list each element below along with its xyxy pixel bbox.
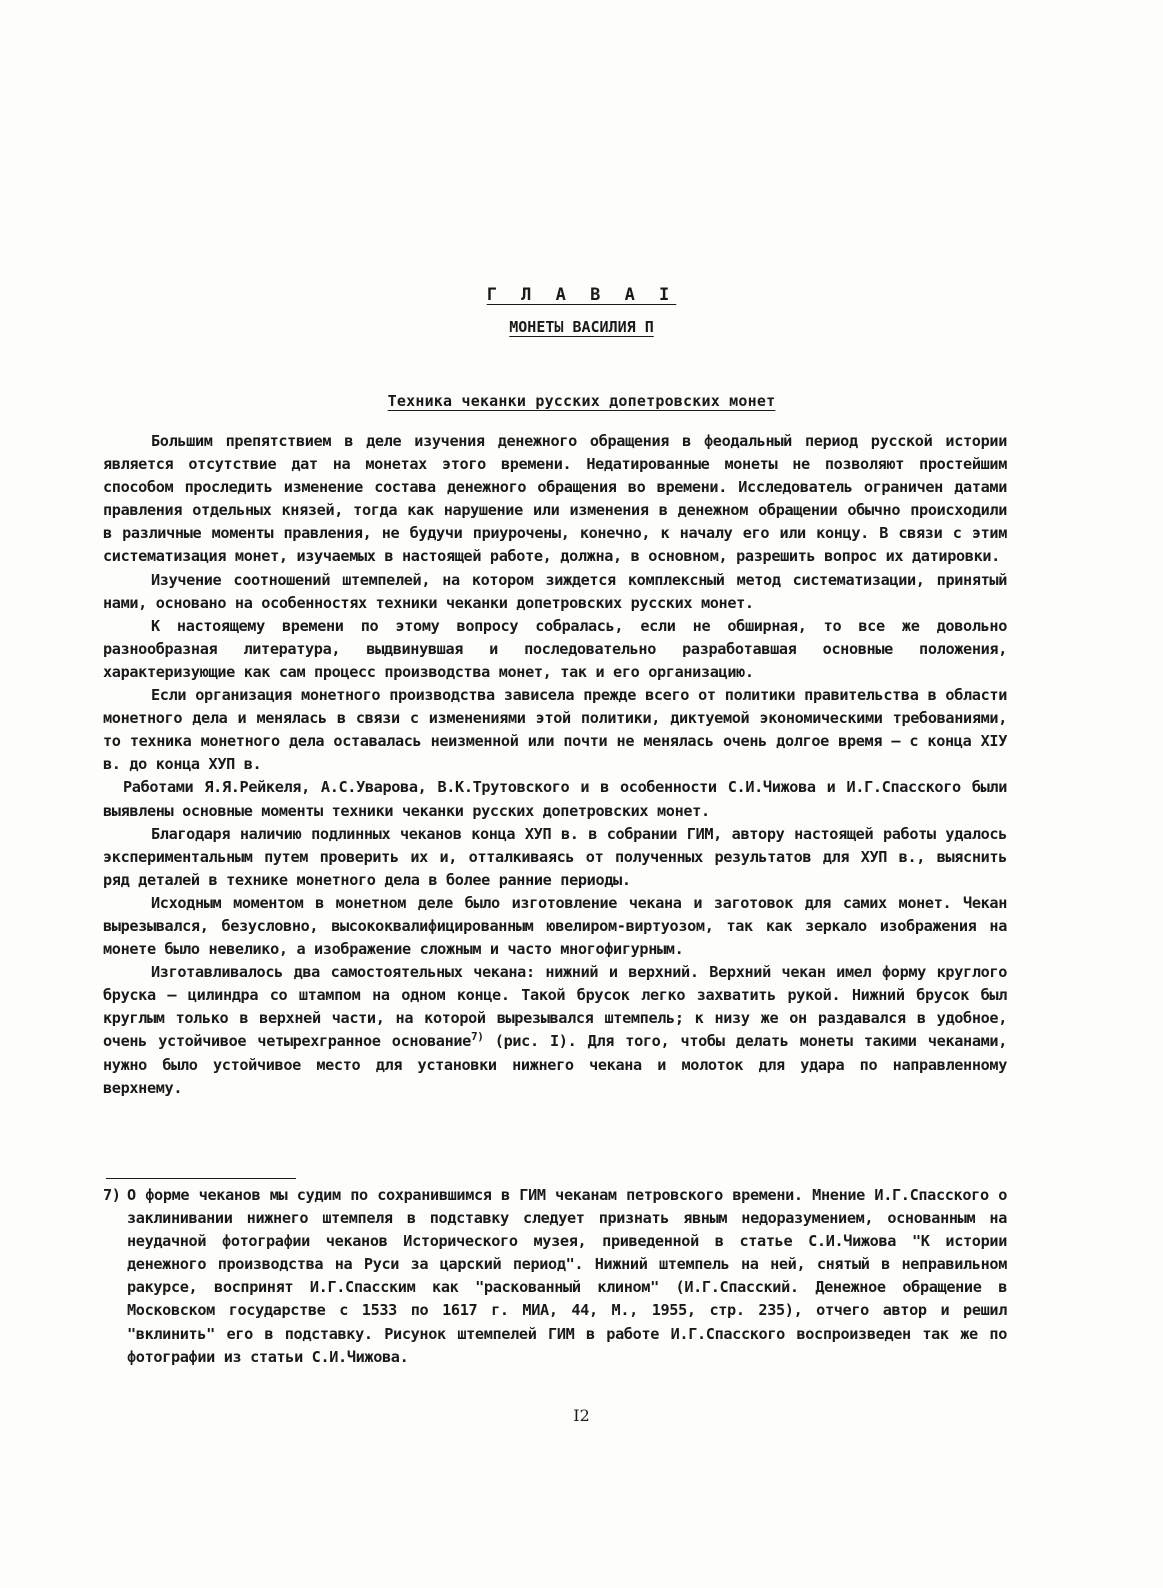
footnote-divider: [106, 1178, 296, 1179]
paragraph: К настоящему времени по этому вопросу собралась, если не обширная, то все же довольно разнообразная литература, выдвинувшая и последовательно разработавшая основные положения, характеризующие как сам процесс производства монет, так и его организацию.: [103, 616, 1007, 681]
paragraph-text: (рис. I). Для того, чтобы делать монеты такими чеканами, нужно было устойчивое место для установки нижнего чекана и молоток для удара по направленному верхнему.: [103, 1032, 1007, 1097]
paragraph: Изучение соотношений штемпелей, на котором зиждется комплексный метод систематизации, принятый нами, основано на особенностях техники чеканки допетровских русских монет.: [103, 570, 1007, 612]
paragraph: Большим препятствием в деле изучения денежного обращения в феодальный период русской истории является отсутствие дат на монетах этого времени. Недатированные монеты не позволяют простейшим способом проследить изменение состава денежного обращения во времени. Исследователь ограничен датами правления отдельных князей, тогда как нарушение или изменения в денежном обращении обычно происходили в различные моменты правления, не будучи приурочены, конечно, к началу его или концу. В связи с этим систематизация монет, изучаемых в настоящей работе, должна, в основном, разрешить вопрос их датировки.: [103, 432, 1007, 566]
paragraph-text: Изготавливалось два самостоятельных чекана: нижний и верхний. Верхний чекан имел форму круглого бруска – цилиндра со штампом на одном конце. Такой брусок легко захватить рукой. Нижний брусок был круглым только в верхней части, на которой вырезывался штемпель; к низу же он раздавался в удобное, очень устойчивое четырехгранное основание: [103, 963, 1007, 1051]
chapter-label: Г Л А В А I: [486, 285, 677, 305]
paragraph: Если организация монетного производства зависела прежде всего от политики правительства в области монетного дела и менялась в связи с изменениями этой политики, диктуемой экономическими требованиями, то техника монетного дела оставалась неизменной или почти не менялась очень долгое время – с конца XIУ в. до конца ХУП в.: [103, 686, 1007, 774]
section-title: Техника чеканки русских допетровских монет: [387, 392, 776, 410]
paragraph: Работами Я.Я.Рейкеля, А.С.Уварова, В.К.Трутовского и в особенности С.И.Чижова и И.Г.Спасского были выявлены основные моменты техники чеканки русских допетровских монет.: [103, 778, 1007, 820]
footnote-reference[interactable]: 7): [470, 1030, 484, 1044]
body-text: [103, 430, 1007, 1100]
paragraph-with-footnote-ref: [103, 961, 1007, 1100]
footnote-mark: 7): [103, 1186, 121, 1204]
footnote: [103, 1184, 1007, 1369]
paragraph: Исходным моментом в монетном деле было изготовление чекана и заготовок для самих монет. Чекан вырезывался, безусловно, высококвалифицированным ювелиром-виртуозом, так как зеркало изображения на монете было невелико, а изображение сложным и часто многофигурным.: [103, 893, 1007, 959]
footnote-text: О форме чеканов мы судим по сохранившимся в ГИМ чеканам петровского времени. Мнение И.Г.Спасского о заклинивании нижнего штемпеля в подставку следует признать явным недоразумением, основанным на неудачной фотографии чеканов Исторического музея, приведенной в статье С.И.Чижова "К истории денежного производства на Руси за царский период". Нижний штемпель на ней, снятый в неправильном ракурсе, воспринят И.Г.Спасским как "раскованный клином" (И.Г.Спасский. Денежное обращение в Московском государстве с 1533 по 1617 г. МИА, 44, М., 1955, стр. 235), отчего автор и решил "вклинить" его в подставку. Рисунок штемпелей ГИМ в работе И.Г.Спасского воспроизведен так же по фотографии из статьи С.И.Чижова.: [127, 1186, 1007, 1366]
chapter-title: МОНЕТЫ ВАСИЛИЯ П: [509, 318, 654, 336]
paragraph: Благодаря наличию подлинных чеканов конца ХУП в. в собрании ГИМ, автору настоящей работы удалось экспериментальным путем проверить их и, отталкиваясь от полученных результатов для ХУП в., выяснить ряд деталей в технике монетного дела в более ранние периоды.: [103, 824, 1007, 889]
page-number: I2: [573, 1406, 590, 1425]
